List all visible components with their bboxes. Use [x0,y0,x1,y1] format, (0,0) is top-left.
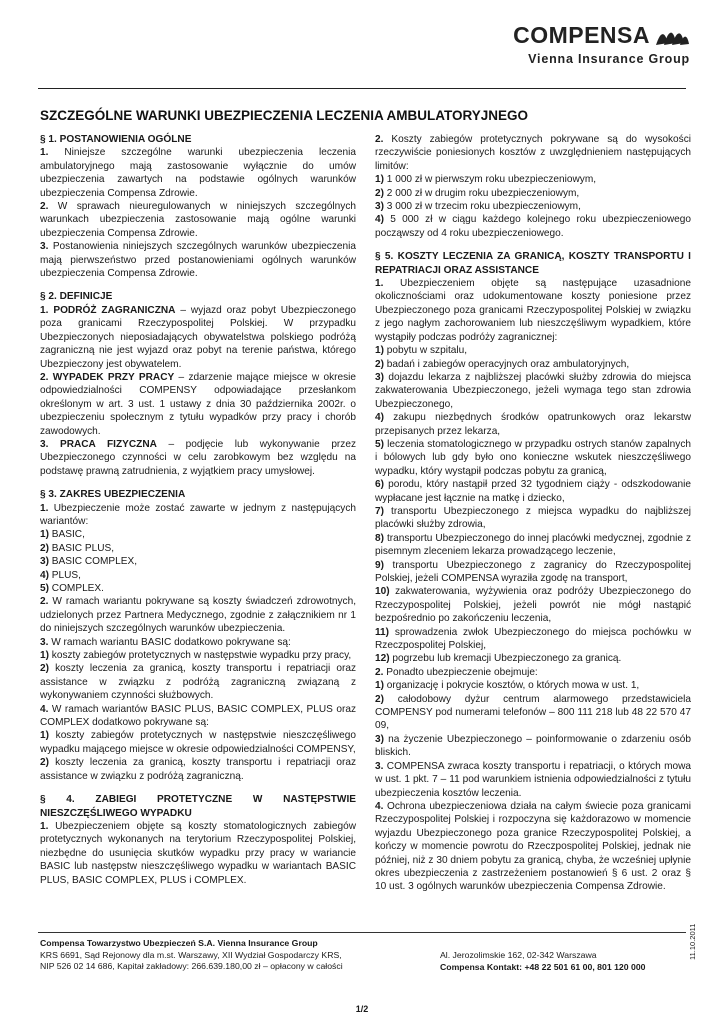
section [40,793,356,887]
paragraph [40,528,356,541]
paragraph-text: badań i zabiegów operacyjnych oraz ambulatoryjnych, [383,358,630,370]
logo-wordmark: COMPENSA [513,22,650,48]
paragraph-text: porodu, który nastąpił przed 32 tygodniem ciąży - odszkodowanie wypłacane jest łącznie na matkę i dziecko, [375,479,691,504]
paragraph-number: 2) [375,358,384,370]
paragraph [375,666,691,679]
paragraph-text: Ochrona ubezpieczeniowa działa na całym świecie poza granicami Rzeczypospolitej Polskiej i rozpoczyna się każdorazowo w momencie wyjazdu Ubezpieczonego poza granice Rzeczypospolitej Polskiej, a kończy w momencie powrotu do Rzeczpospolitej Polskiej, jednak nie później, niż z 30 dniem pobytu za granicą, chyba, że wcześniej upłynie okres ubezpieczenia z zastrzeżeniem postanowień § 6 ust. 2 oraz § 10 ust. 3 ogólnych warunków ubezpieczenia Compensa Zdrowie. [375,800,691,893]
paragraph-text: na życzenie Ubezpieczonego – poinformowanie o zdarzeniu osób bliskich. [375,733,691,759]
paragraph [375,733,691,760]
paragraph-text: transportu Ubezpieczonego do innej placówki medycznej, zgodnie z pisemnym zleceniem lekarza prowadzącego leczenie, [375,532,691,558]
section [375,250,691,894]
paragraph-number: 2) [375,693,384,705]
paragraph-text: – zdarzenie mające miejsce w okresie odpowiedzialności COMPENSY odpowiadające przesłankom określonym w art. 3 ust. 1 ustawy z dnia 30 października 2002r. o ubezpieczeniu społecznym z tytułu wypadków przy pracy i chorób zawodowych. [40,371,356,437]
paragraph-number: 2. [40,596,49,608]
paragraph-text: – wyjazd oraz pobyt Ubezpieczonego poza granicami Rzeczypospolitej Polskiej. W przypadku Ubezpieczonych nieposiadających obywatelstwa polskiego podróżą zagraniczną nie jest wyjazd oraz pobyt na terenie państwa, którego Ubezpieczony jest obywatelem. [40,304,356,370]
wave-logo-icon [654,25,690,47]
defined-term: PRACA FIZYCZNA [48,438,157,450]
paragraph-number: 1) [375,345,384,357]
defined-term: PODRÓŻ ZAGRANICZNA [48,304,176,316]
paragraph [375,277,691,344]
paragraph-number: 2) [40,757,49,769]
paragraph [40,703,356,730]
paragraph [375,800,691,894]
paragraph [375,652,691,665]
document-title: SZCZEGÓLNE WARUNKI UBEZPIECZENIA LECZENIA AMBULATORYJNEGO [40,108,529,123]
compensa-logo [513,22,690,66]
paragraph [375,133,691,173]
paragraph-text: zakwaterowania, wyżywienia oraz podróży Ubezpieczonego do Rzeczypospolitej Polskiej, jeżeli powrót nie mógł nastąpić bezpośrednio po zakończeniu leczenia, [375,586,691,625]
paragraph-number: 6) [375,479,384,491]
paragraph-number: 2. [375,134,384,145]
paragraph [375,693,691,733]
paragraph-text: W sprawach nieuregulowanych w niniejszych szczególnych warunkach ubezpieczenia zastosowanie mają ogólne warunki ubezpieczenia Compensa Zdrowie. [40,201,356,239]
paragraph-number: 2) [40,663,49,675]
paragraph-number: 9) [375,559,384,571]
paragraph [40,555,356,568]
paragraph [40,569,356,582]
logo-subtitle: Vienna Insurance Group [528,52,690,66]
paragraph-text: leczenia stomatologicznego w przypadku ostrych stanów zapalnych i bólowych lub gdy było ono konieczne wskutek nieszczęśliwego wypadku, który wystąpił podczas pobytu za granicą, [375,438,691,477]
paragraph [375,585,691,625]
paragraph-text: PLUS, [48,569,81,581]
paragraph-text: W ramach wariantu BASIC dodatkowo pokrywane są: [48,636,291,648]
paragraph [375,679,691,692]
footer-address: Al. Jerozolimskie 162, 02-342 Warszawa [440,950,597,960]
section-heading: § 3. ZAKRES UBEZPIECZENIA [40,489,186,501]
paragraph [375,411,691,438]
footer-divider [38,932,686,933]
paragraph-text: 3 000 zł w trzecim roku ubezpieczeniowym, [383,201,581,213]
paragraph-text: 1 000 zł w pierwszym roku ubezpieczeniowym, [383,174,597,186]
paragraph-text: transportu Ubezpieczonego z zagranicy do Rzeczypospolitej Polskiej, jeżeli COMPENSA wyraziła zgodę na transport, [375,559,691,584]
paragraph-text: Ubezpieczeniem objęte są następujące uzasadnione okolicznościami oraz udokumentowane koszty poniesione przez Ubezpieczonego poza granicami Rzeczypospolitej Polskiej w związku z jego nagłym zachorowaniem lub nieszczęśliwym wypadkiem, które wystąpiły podczas podróży zagranicznej: [375,278,691,343]
paragraph [40,438,356,478]
paragraph-number: 3) [375,733,384,745]
section [375,133,691,240]
paragraph-text: W ramach wariantu pokrywane są koszty świadczeń zdrowotnych, udzielonych przez Partnera Medycznego, zgodnie z załącznikiem nr 1 do niniejszych szczególnych warunków ubezpieczenia. [40,596,356,635]
paragraph [40,146,356,200]
paragraph [375,213,691,240]
paragraph-text: W ramach wariantów BASIC PLUS, BASIC COMPLEX, PLUS oraz COMPLEX dodatkowo pokrywane są: [40,703,356,729]
paragraph-text: Koszty zabiegów protetycznych pokrywane są do wysokości rzeczywiście poniesionych kosztów z uwzględnieniem następujących limitów: [375,134,691,172]
paragraph-number: 2. [40,371,49,383]
footer-contact: Compensa Kontakt: +48 22 501 61 00, 801 120 000 [440,961,646,972]
paragraph-number: 3. [40,241,49,253]
paragraph-text: zakupu niezbędnych środków opatrunkowych oraz lekarstw przepisanych przez lekarza, [375,412,691,437]
paragraph-number: 12) [375,653,390,665]
paragraph-number: 3) [375,371,384,383]
paragraph-text: Postanowienia niniejszych szczególnych warunków ubezpieczenia mają pierwszeństwo przed postanowieniami ogólnych warunków ubezpieczenia Compensa Zdrowie. [40,241,356,280]
paragraph-text: sprowadzenia zwłok Ubezpieczonego do miejsca pochówku w Rzeczpospolitej Polskiej, [375,626,691,652]
paragraph-number: 4) [375,412,384,424]
header-divider [38,88,686,89]
page-number: 1/2 [355,1004,369,1014]
paragraph-text: BASIC, [48,529,85,541]
paragraph [375,505,691,532]
paragraph-number: 2) [375,187,384,199]
paragraph-number: 1) [40,650,49,662]
paragraph-text: Niniejsze szczególne warunki ubezpieczenia leczenia ambulatoryjnego mają zastosowanie wyłącznie do umów ubezpieczenia zawartych na podstawie ogólnych warunków ubezpieczenia Compensa Zdrowie. [40,147,356,199]
paragraph-text: BASIC COMPLEX, [48,556,138,568]
paragraph [375,626,691,653]
footer-company-info [40,938,343,973]
paragraph-text: COMPLEX. [48,583,104,594]
paragraph-number: 1. [375,278,384,290]
paragraph-text: koszty zabiegów protetycznych w następstwie wypadku przy pracy, [48,650,352,662]
section [40,133,356,280]
paragraph-text: COMPENSA zwraca koszty transportu i repatriacji, o których mowa w ust. 1 pkt. 7 – 11 pod warunkiem istnienia odpowiedzialności z tytułu ubezpieczenia kosztów leczenia. [375,760,691,799]
paragraph-number: 2. [375,666,384,678]
paragraph [375,371,691,411]
section-heading: § 5. KOSZTY LECZENIA ZA GRANICĄ, KOSZTY TRANSPORTU I REPATRIACJI ORAZ ASSISTANCE [375,251,691,276]
paragraph-text: pobytu w szpitalu, [383,345,468,357]
paragraph [40,636,356,649]
footer-nip: NIP 526 02 14 686, Kapitał zakładowy: 266.639.180,00 zł – opłacony w całości [40,961,343,971]
paragraph-text: transportu Ubezpieczonego z miejsca wypadku do najbliższej placówki służby zdrowia, [375,505,691,531]
paragraph [40,582,356,595]
footer-krs: KRS 6691, Sąd Rejonowy dla m.st. Warszawy, XII Wydział Gospodarczy KRS, [40,949,342,960]
paragraph-text: koszty zabiegów protetycznych w następstwie nieszczęśliwego wypadku mającego miejsce w okresie odpowiedzialności COMPENSY, [40,730,356,755]
paragraph [375,200,691,213]
paragraph-number: 1) [40,529,49,541]
paragraph [375,438,691,478]
paragraph-text: koszty leczenia za granicą, koszty transportu i repatriacji oraz assistance w związku z podróżą zagraniczną związaną z wykonywaniem czynności służbowych. [40,663,356,702]
paragraph-number: 2) [40,542,49,554]
paragraph [40,502,356,529]
paragraph [40,649,356,662]
paragraph-text: – podjęcie lub wykonywanie przez Ubezpieczonego czynności w celu zarobkowym bez względu na podstawę prawną zatrudnienia, z wyjątkiem pracy umysłowej. [40,438,357,477]
paragraph-number: 8) [375,532,384,544]
paragraph-text: organizację i pokrycie kosztów, o których mowa w ust. 1, [383,680,640,692]
section-heading: § 4. ZABIEGI PROTETYCZNE W NASTĘPSTWIE NIESZCZĘŚLIWEGO WYPADKU [40,794,356,819]
paragraph [40,240,356,280]
paragraph-text: koszty leczenia za granicą, koszty transportu i repatriacji oraz assistance w związku z podróżą zagraniczną. [40,757,356,782]
paragraph-number: 1) [40,730,49,742]
paragraph [40,304,356,371]
paragraph-number: 7) [375,505,384,517]
paragraph [40,756,356,783]
paragraph-text: 5 000 zł w ciągu każdego kolejnego roku ubezpieczeniowego począwszy od 4 roku ubezpieczeniowego. [375,214,691,239]
paragraph-number: 5) [375,438,384,450]
section [40,488,356,783]
paragraph-number: 1. [40,147,49,159]
paragraph-number: 11) [375,626,390,638]
paragraph [40,729,356,756]
paragraph-text: Ubezpieczenie może zostać zawarte w jednym z następujących wariantów: [40,502,356,527]
paragraph [375,187,691,200]
paragraph [375,559,691,586]
paragraph [375,478,691,505]
paragraph-number: 4. [40,703,49,715]
paragraph [375,173,691,186]
paragraph-number: 1. [40,304,49,316]
paragraph [40,542,356,555]
paragraph-number: 3. [40,636,49,648]
paragraph [375,358,691,371]
paragraph-number: 4) [375,214,384,226]
paragraph-text: 2 000 zł w drugim roku ubezpieczeniowym, [383,187,580,199]
paragraph-number: 3) [40,556,49,568]
paragraph [375,760,691,800]
paragraph-number: 5) [40,583,49,594]
defined-term: WYPADEK PRZY PRACY [48,371,175,383]
paragraph [40,595,356,635]
paragraph-number: 2. [40,201,49,213]
paragraph-number: 4. [375,800,384,812]
paragraph-number: 1. [40,820,49,832]
paragraph-number: 1) [375,680,384,692]
paragraph [375,532,691,559]
section-heading: § 2. DEFINICJE [40,291,113,303]
paragraph [375,344,691,357]
section [40,290,356,478]
paragraph-number: 1) [375,174,384,186]
paragraph-number: 4) [40,569,49,581]
paragraph [40,820,356,887]
paragraph-text: BASIC PLUS, [48,542,115,554]
paragraph [40,662,356,702]
paragraph-number: 3) [375,201,384,213]
paragraph-text: całodobowy dyżur centrum alarmowego przedstawiciela COMPENSY pod numerami telefonów – 800 111 218 lub 48 22 570 47 09, [375,693,691,732]
document-date: 11.10.2011 [688,923,697,960]
footer-company-name: Compensa Towarzystwo Ubezpieczeń S.A. Vienna Insurance Group [40,938,318,948]
paragraph-number: 3. [40,438,49,450]
paragraph-number: 3. [375,760,384,772]
paragraph-text: pogrzebu lub kremacji Ubezpieczonego za granicą. [389,653,622,665]
paragraph-text: dojazdu lekarza z najbliższej placówki służby zdrowia do miejsca zakwaterowania Ubezpieczonego, jeżeli wymaga tego stan zdrowia Ubezpieczonego, [375,371,691,410]
paragraph [40,371,356,438]
right-column [375,133,691,904]
footer-contact-info [440,950,645,973]
section-heading: § 1. POSTANOWIENIA OGÓLNE [40,134,192,145]
paragraph-number: 10) [375,586,390,598]
paragraph [40,200,356,240]
paragraph-text: Ponadto ubezpieczenie obejmuje: [383,666,538,678]
left-column [40,133,356,897]
paragraph-text: Ubezpieczeniem objęte są koszty stomatologicznych zabiegów protetycznych wykonanych na terytorium Rzeczypospolitej Polskiej, niezbędne do usunięcia skutków wypadku przy pracy w wariancie BASIC lub następstw nieszczęśliwego wypadku w wariantach BASIC PLUS, BASIC COMPLEX, PLUS i COMPLEX. [40,820,356,886]
paragraph-number: 1. [40,502,49,514]
